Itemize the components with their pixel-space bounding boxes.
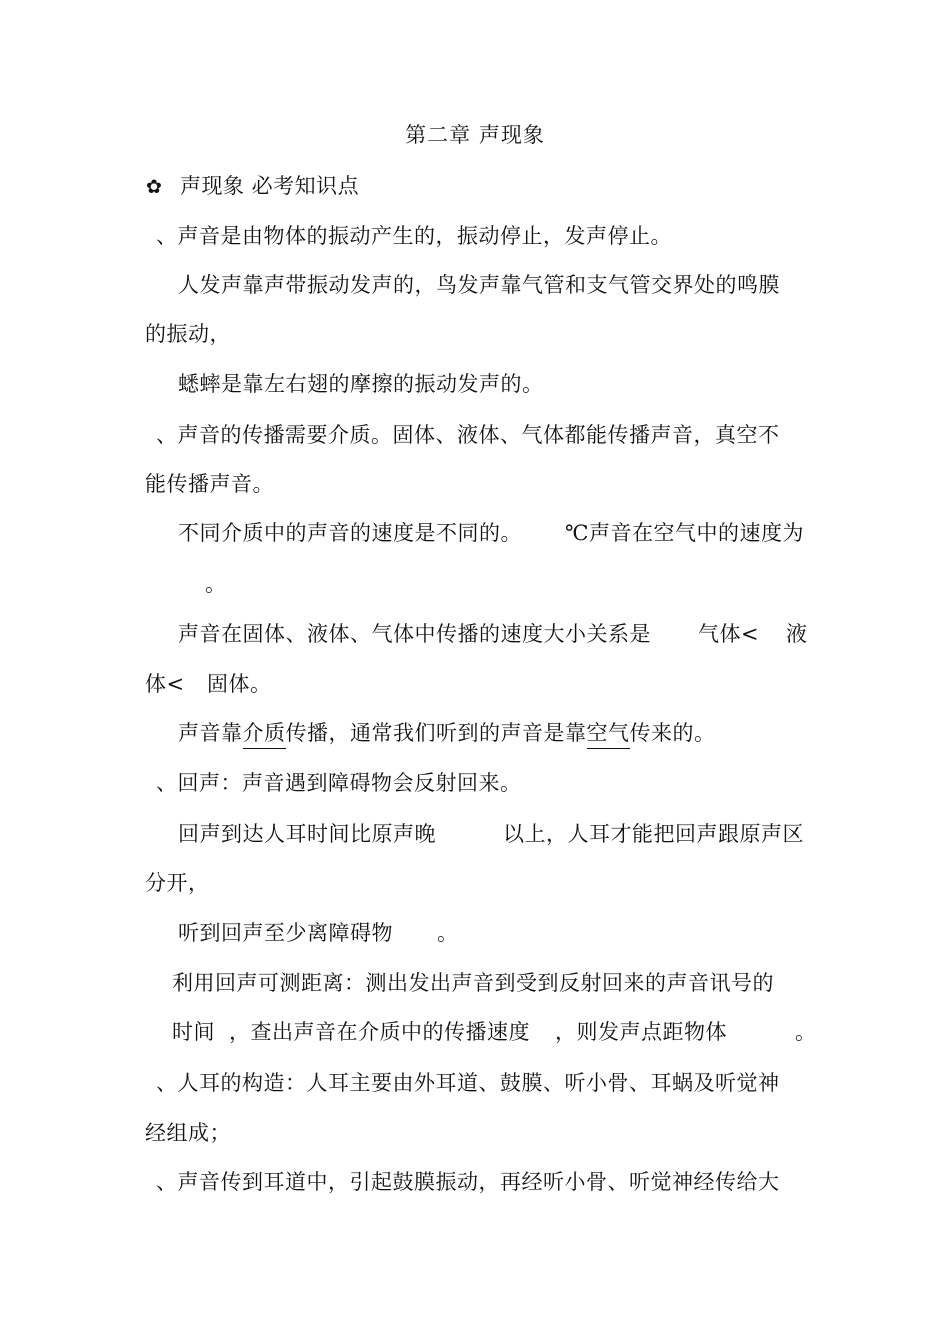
section-heading-text: 声现象 必考知识点: [180, 174, 360, 198]
paragraph-line: ℃声音在空气中的速度为: [565, 521, 804, 545]
paragraph-line: 。: [205, 572, 227, 596]
paragraph-line: 液: [786, 622, 808, 646]
text-run: 传播，通常我们听到的声音是靠: [285, 721, 587, 745]
paragraph-line: 分开，: [145, 871, 210, 895]
paragraph-line: 体<: [145, 672, 185, 696]
paragraph-line: 人发声靠声带振动发声的，鸟发声靠气管和支气管交界处的鸣膜: [178, 273, 780, 297]
paragraph-line: 不同介质中的声音的速度是不同的。: [178, 521, 522, 545]
paragraph-line: 、声音传到耳道中，引起鼓膜振动，再经听小骨、听觉神经传给大: [156, 1170, 780, 1194]
section-heading: [146, 172, 359, 201]
chapter-title: 第二章 声现象: [405, 123, 545, 147]
paragraph-line: 时间: [172, 1020, 215, 1044]
paragraph-line: 、回声：声音遇到障碍物会反射回来。: [156, 771, 522, 795]
paragraph-line: 。: [795, 1020, 817, 1044]
paragraph-line: ，则发声点距物体: [555, 1020, 727, 1044]
paragraph-line: 固体。: [207, 672, 272, 696]
text-run: 传来的。: [629, 721, 716, 745]
paragraph-line: 回声到达人耳时间比原声晚: [178, 822, 436, 846]
paragraph-line: [178, 719, 716, 749]
paragraph-line: 声音在固体、液体、气体中传播的速度大小关系是: [178, 622, 651, 646]
paragraph-line: 利用回声可测距离：测出发出声音到受到反射回来的声音讯号的: [172, 971, 774, 995]
paragraph-line: 气体<: [698, 622, 760, 646]
paragraph-line: 、声音是由物体的振动产生的，振动停止，发声停止。: [156, 224, 672, 248]
paragraph-line: 、人耳的构造：人耳主要由外耳道、鼓膜、听小骨、耳蜗及听觉神: [156, 1071, 780, 1095]
paragraph-line: ，查出声音在介质中的传播速度: [229, 1020, 530, 1044]
flower-icon: ✿: [146, 176, 163, 198]
paragraph-line: 以上，人耳才能把回声跟原声区: [503, 822, 804, 846]
paragraph-line: 经组成；: [145, 1121, 231, 1145]
paragraph-line: 。: [437, 921, 459, 945]
underlined-blank: 介质: [243, 720, 286, 749]
paragraph-line: 、声音的传播需要介质。固体、液体、气体都能传播声音，真空不: [156, 423, 780, 447]
paragraph-line: 的振动，: [145, 322, 231, 346]
paragraph-line: 能传播声音。: [145, 472, 274, 496]
text-run: 声音靠: [178, 721, 243, 745]
underlined-blank: 空气: [587, 720, 630, 749]
paragraph-line: 蟋蟀是靠左右翅的摩擦的振动发声的。: [178, 372, 544, 396]
paragraph-line: 听到回声至少离障碍物: [178, 921, 393, 945]
